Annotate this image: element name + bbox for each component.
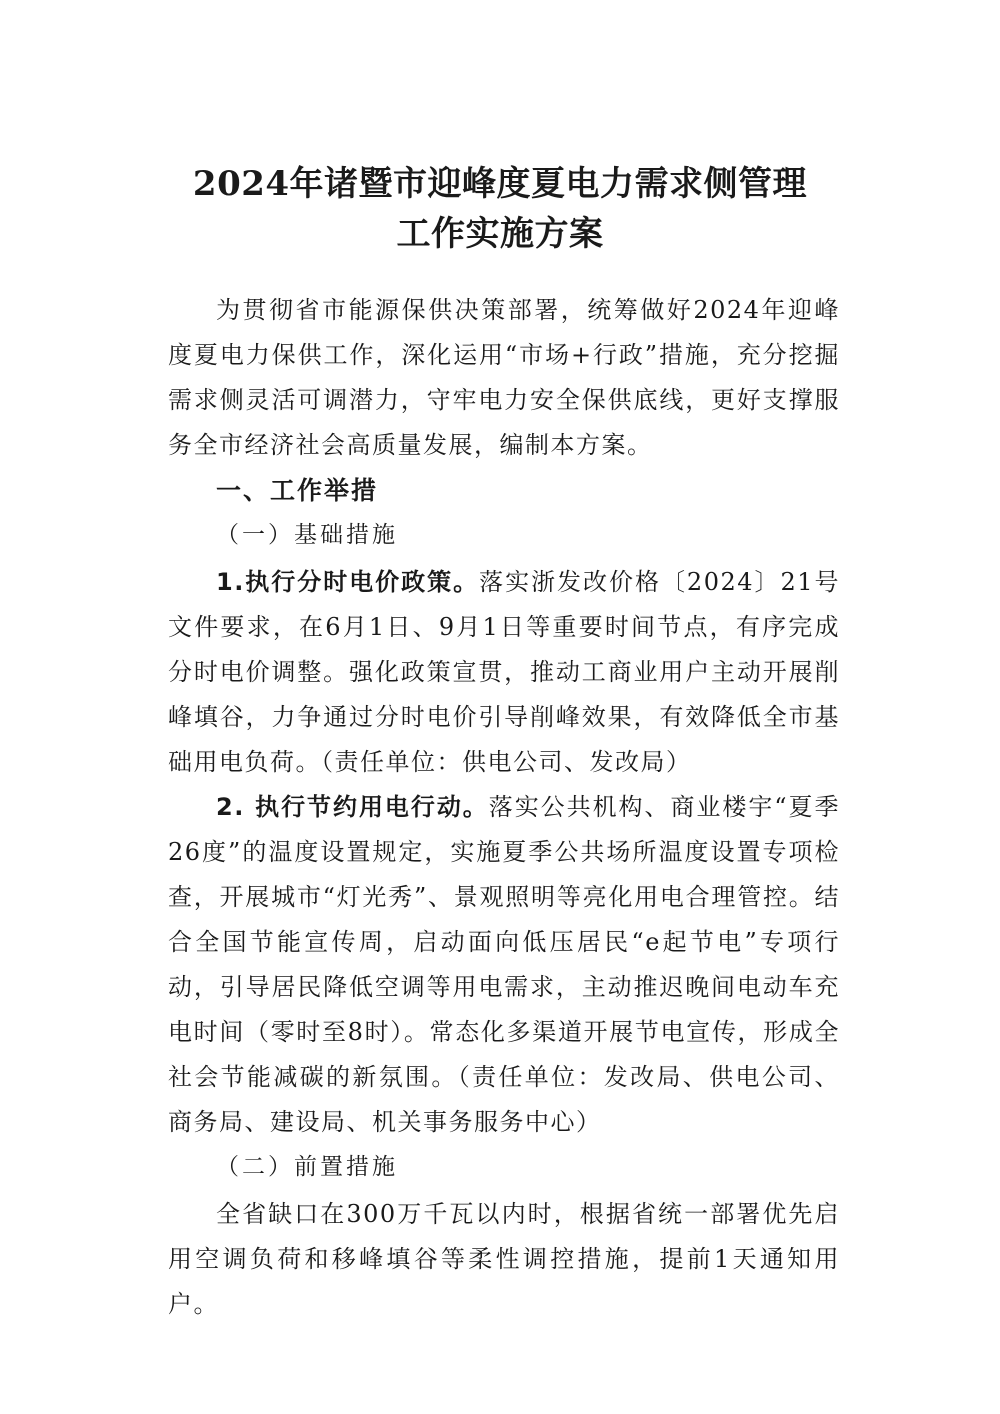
item2-lead: 2. 执行节约用电行动。: [216, 793, 489, 821]
item1-text: 落实浙发改价格〔2024〕21号文件要求，在6月1日、9月1日等重要时间节点，有序完成分时电价调整。强化政策宣贯，推动工商业用户主动开展削峰填谷，力争通过分时电价引导削峰效果，有效降低全市基础用电负荷。（责任单位：供电公司、发改局）: [168, 568, 840, 776]
item1-paragraph: [168, 560, 840, 785]
section-heading-work-measures: 一、工作举措: [216, 476, 379, 505]
document-title-line2: 工作实施方案: [396, 214, 604, 254]
subsection-heading-basic-measures: （一）基础措施: [216, 522, 398, 548]
item2-text: 落实公共机构、商业楼宇“夏季26度”的温度设置规定，实施夏季公共场所温度设置专项检查，开展城市“灯光秀”、景观照明等亮化用电合理管控。结合全国节能宣传周，启动面向低压居民“e起节电”专项行动，引导居民降低空调等用电需求，主动推迟晚间电动车充电时间（零时至8时）。常态化多渠道开展节电宣传，形成全社会节能减碳的新氛围。（责任单位：发改局、供电公司、商务局、建设局、机关事务服务中心）: [168, 793, 840, 1136]
item2-paragraph: [168, 785, 840, 1145]
subsection-heading-preemptive-measures: （二）前置措施: [216, 1154, 398, 1180]
item3-paragraph: 全省缺口在300万千瓦以内时，根据省统一部署优先启用空调负荷和移峰填谷等柔性调控措施，提前1天通知用户。: [168, 1200, 840, 1318]
document-title-line1: 2024年诸暨市迎峰度夏电力需求侧管理: [192, 164, 808, 204]
item1-lead: 1.执行分时电价政策。: [216, 568, 480, 596]
intro-paragraph: 为贯彻省市能源保供决策部署，统筹做好2024年迎峰度夏电力保供工作，深化运用“市场+行政”措施，充分挖掘需求侧灵活可调潜力，守牢电力安全保供底线，更好支撑服务全市经济社会高质量发展，编制本方案。: [168, 296, 840, 459]
